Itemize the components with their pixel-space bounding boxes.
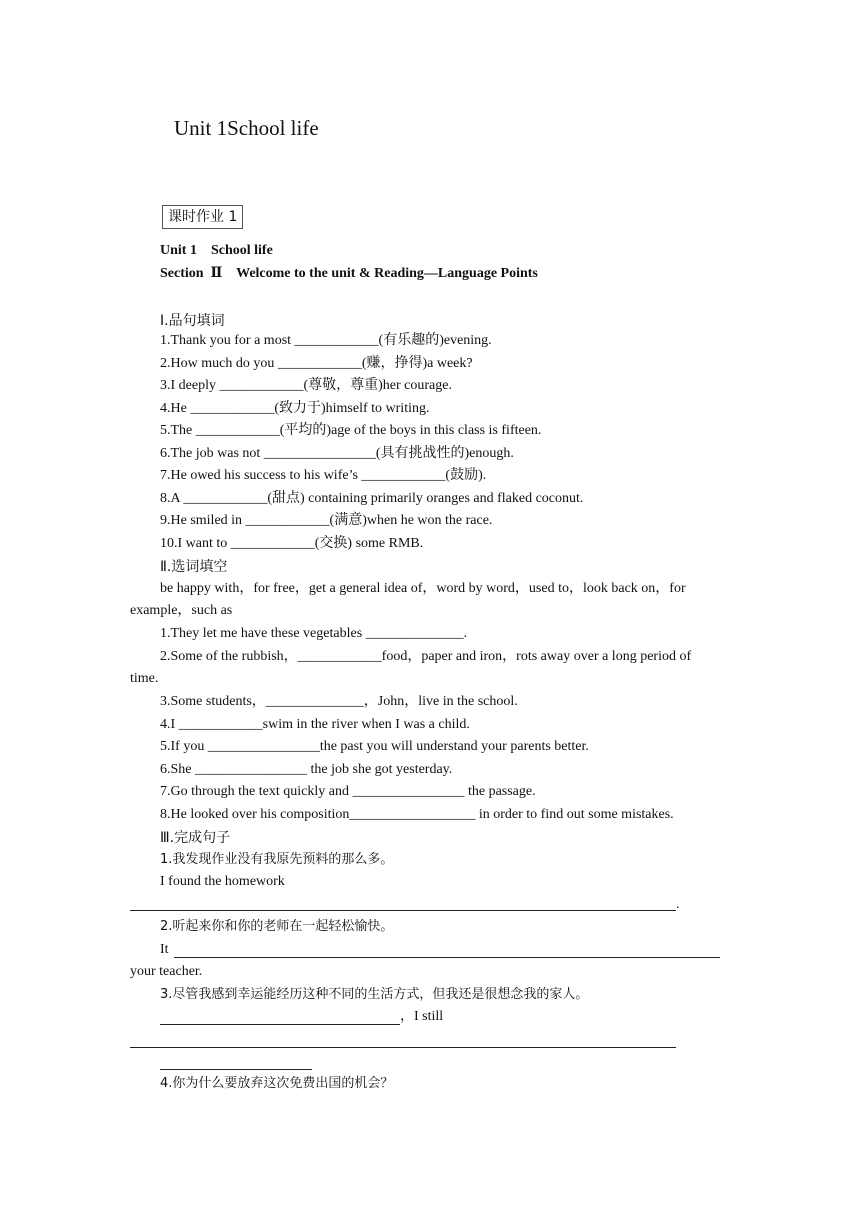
q2-continuation: your teacher. [130, 964, 203, 979]
word-bank-line: be happy with，for free，get a general idea of，word by word，used to，look back on，for [160, 581, 686, 596]
part2-item-cont: time. [130, 671, 159, 686]
part3-heading: Ⅲ.完成句子 [160, 830, 231, 846]
part1-item: 9.He smiled in ____________(满意)when he won the race. [160, 513, 493, 528]
part1-item: 1.Thank you for a most ____________(有乐趣的)evening. [160, 333, 492, 348]
part2-item: 7.Go through the text quickly and ________________ the passage. [160, 784, 536, 799]
part2-item: 3.Some students，______________，John，live in the school. [160, 694, 518, 709]
part2-item: 6.She ________________ the job she got yesterday. [160, 762, 453, 777]
answer-line [130, 1047, 676, 1048]
part2-item: 4.I ____________swim in the river when I was a child. [160, 717, 470, 732]
part1-item: 4.He ____________(致力于)himself to writing. [160, 401, 430, 416]
part2-item: 5.If you ________________the past you will understand your parents better. [160, 739, 589, 754]
section-heading: Section Ⅱ Welcome to the unit & Reading—Language Points [160, 266, 538, 281]
part1-item: 7.He owed his success to his wife’s ____________(鼓励). [160, 468, 487, 483]
part1-item: 10.I want to ____________(交换) some RMB. [160, 536, 424, 551]
part2-item: 1.They let me have these vegetables ______________. [160, 626, 468, 641]
part1-item: 5.The ____________(平均的)age of the boys in this class is fifteen. [160, 423, 542, 438]
part1-item: 2.How much do you ____________(赚，挣得)a week? [160, 356, 473, 371]
part2-item: 8.He looked over his composition__________________ in order to find out some mistakes. [160, 807, 674, 822]
page-title: Unit 1School life [174, 116, 319, 140]
word-bank-line: example，such as [130, 603, 233, 618]
part1-item: 3.I deeply ____________(尊敬，尊重)her courage. [160, 378, 452, 393]
q3-prompt: ，I still [400, 1009, 444, 1024]
q1-prompt: I found the homework [160, 874, 285, 889]
part2-heading: Ⅱ.选词填空 [160, 559, 228, 575]
q2-prompt: It [160, 942, 169, 957]
q3-chinese: 3.尽管我感到幸运能经历这种不同的生活方式，但我还是很想念我的家人。 [160, 987, 589, 1002]
q1-period: . [676, 897, 680, 912]
q1-chinese: 1.我发现作业没有我原先预料的那么多。 [160, 852, 394, 867]
part1-item: 6.The job was not ________________(具有挑战性的)enough. [160, 446, 514, 461]
answer-line [160, 1024, 400, 1025]
part1-item: 8.A ____________(甜点) containing primarily oranges and flaked coconut. [160, 491, 584, 506]
answer-line [130, 910, 676, 911]
part1-heading: Ⅰ.品句填词 [160, 313, 225, 329]
part2-item: 2.Some of the rubbish，____________food，paper and iron，rots away over a long period of [160, 649, 692, 664]
unit-heading: Unit 1 School life [160, 243, 273, 258]
homework-tag: 课时作业 1 [162, 205, 243, 229]
q2-chinese: 2.听起来你和你的老师在一起轻松愉快。 [160, 919, 394, 934]
answer-line [160, 1069, 312, 1070]
answer-line [174, 957, 720, 958]
q4-chinese: 4.你为什么要放弃这次免费出国的机会？ [160, 1076, 394, 1091]
